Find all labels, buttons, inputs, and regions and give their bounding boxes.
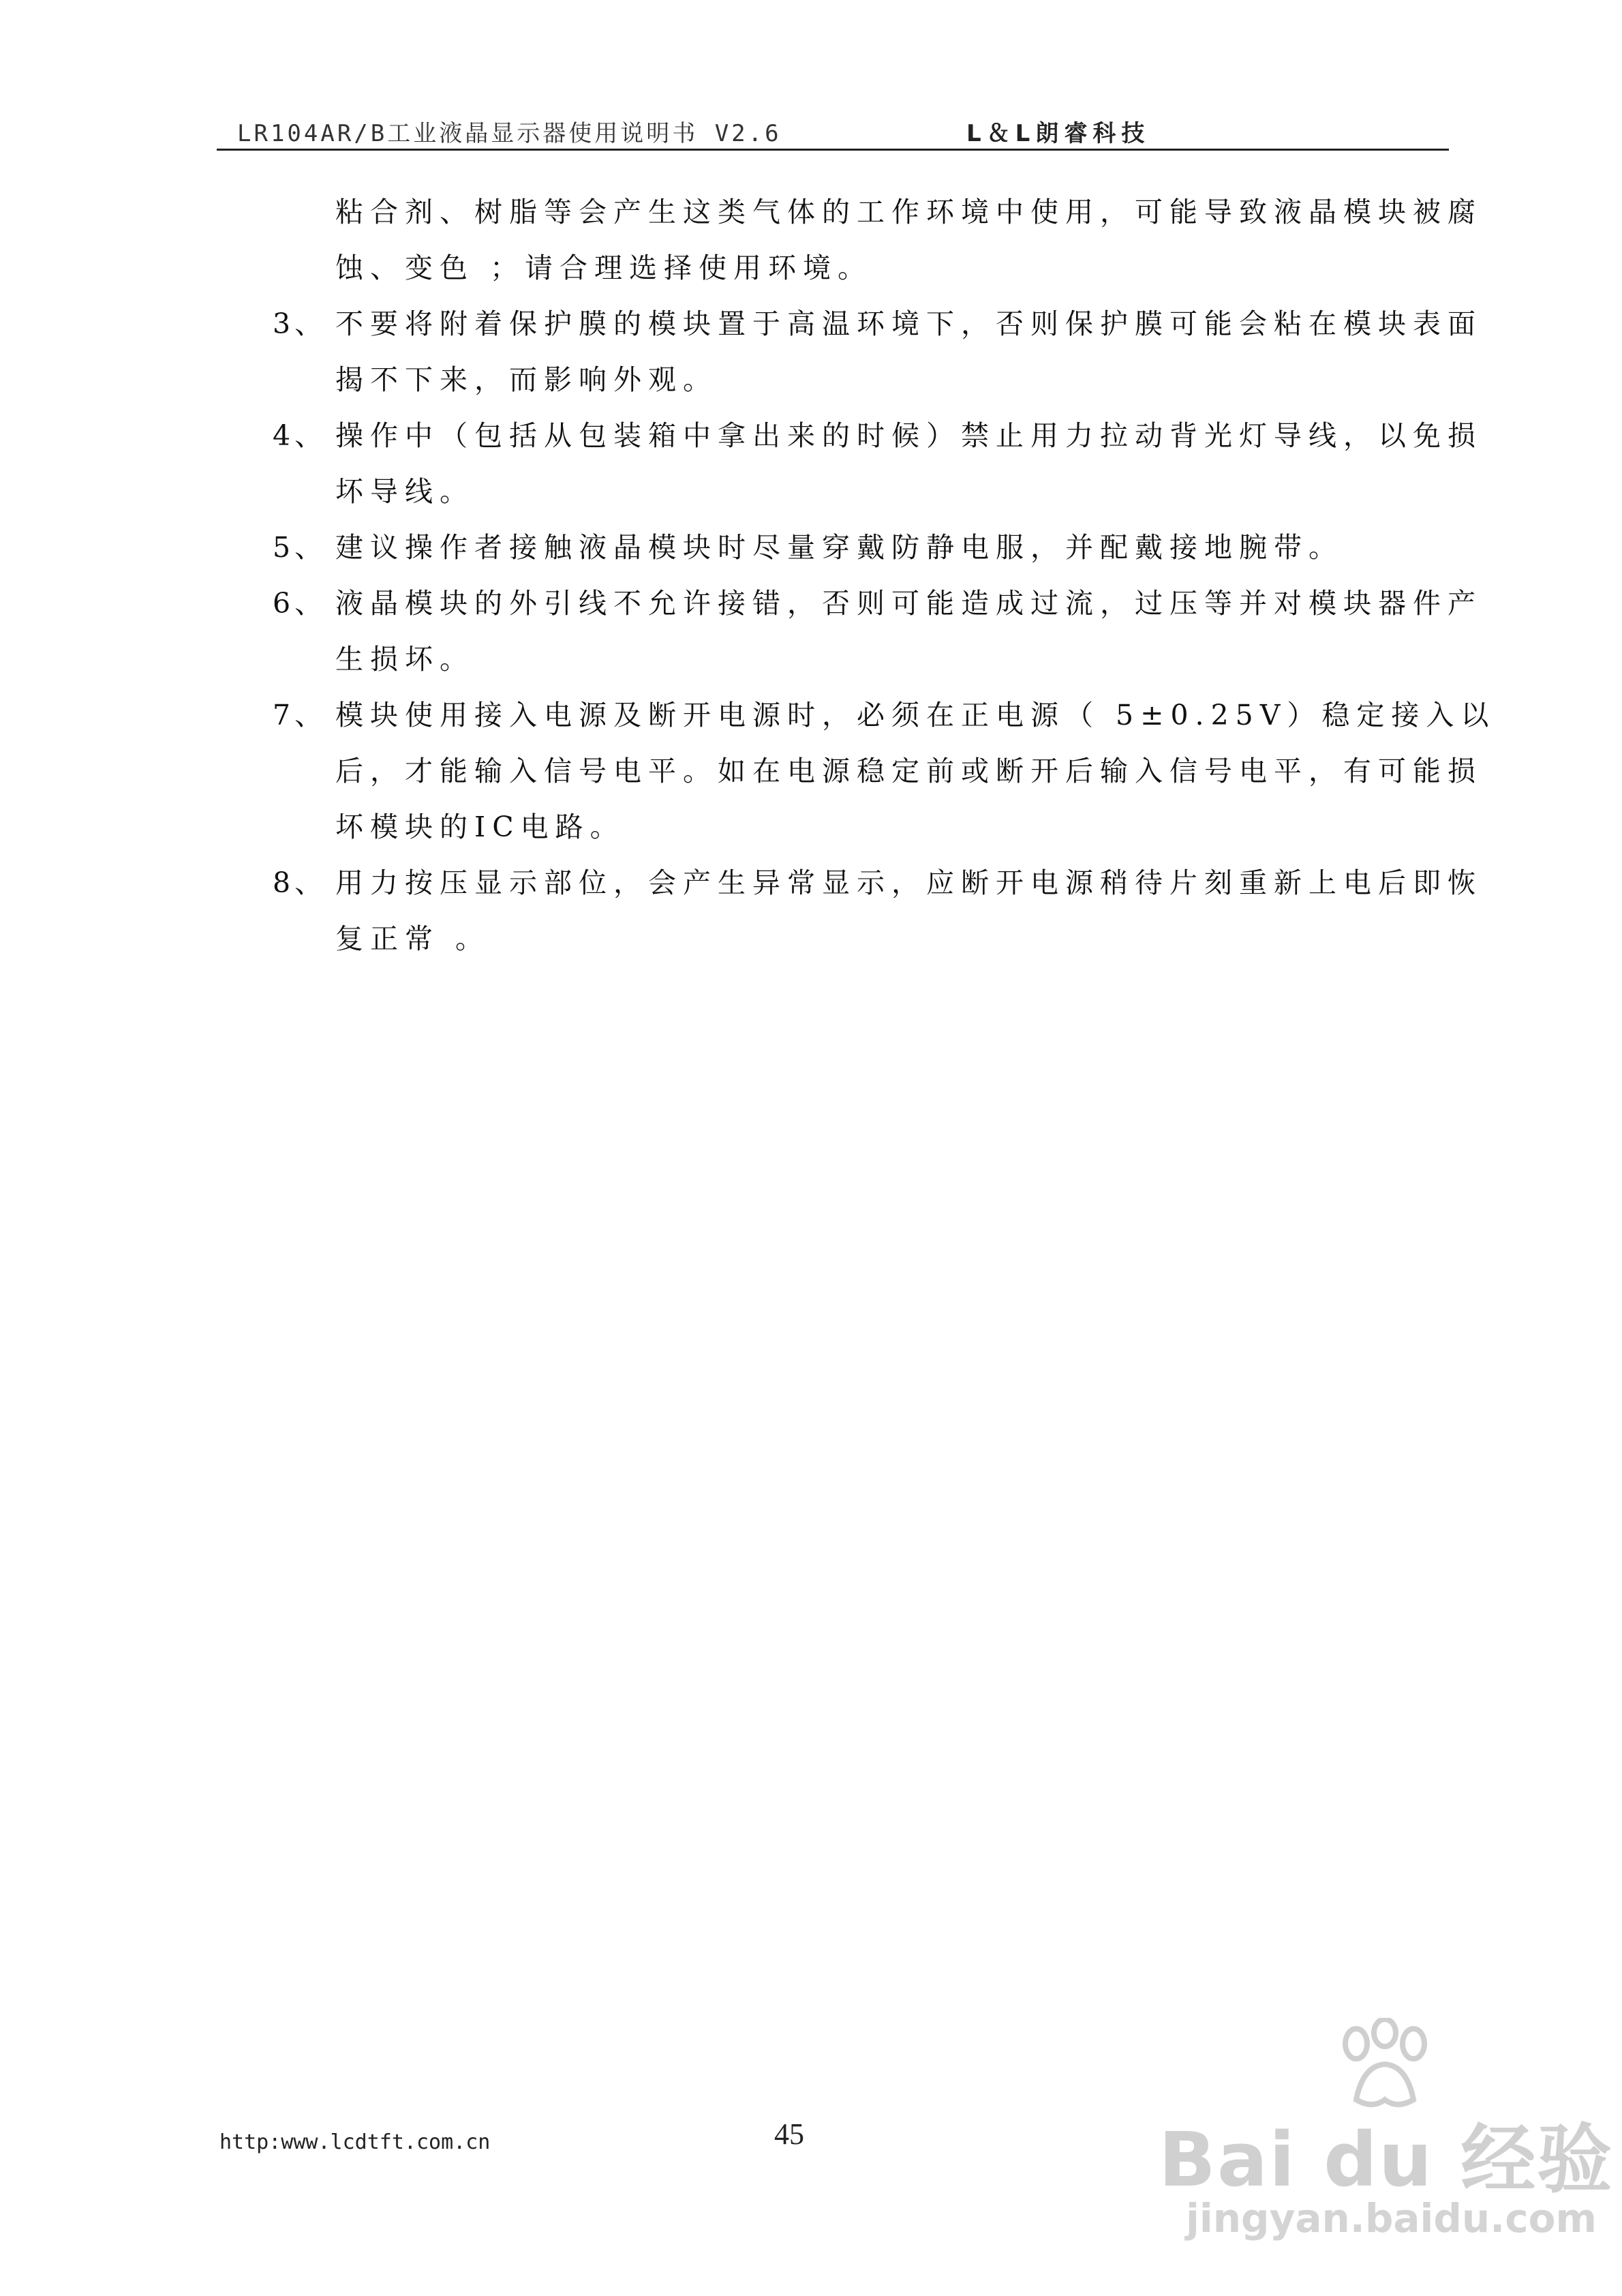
page-header [217,115,1449,151]
text-line: 操作中（包括从包装箱中拿出来的时候）禁止用力拉动背光灯导线，以免损 [335,419,1482,452]
text-line: 坏模块的IC电路。 [335,811,625,843]
list-item-text [335,687,1495,855]
list-item-7 [273,687,1496,855]
text-line: 生损坏。 [335,643,474,676]
text-line: 用力按压显示部位，会产生异常显示，应断开电源稍待片刻重新上电后即恢 [335,866,1482,899]
page-number: 45 [774,2117,804,2151]
list-item-number: 7、 [273,699,327,731]
list-item-3 [273,296,1482,408]
watermark-logo: Bai du 经验 [1159,2116,1614,2203]
text-line: 揭不下来，而影响外观。 [335,363,718,396]
baidu-jingyan-watermark [1159,2018,1614,2263]
text-line: 模块使用接入电源及断开电源时，必须在正电源（ 5±0.25V）稳定接入以 [335,699,1496,731]
list-item-number: 6、 [273,587,327,620]
paw-icon [1329,2018,1438,2113]
intro-line: 粘合剂、树脂等会产生这类气体的工作环境中使用，可能导致液晶模块被腐 [335,196,1482,228]
text-line: 复正常 。 [335,922,491,955]
footer-url: http:www.lcdtft.com.cn [219,2130,491,2154]
text-line: 后，才能输入信号电平。如在电源稳定前或断开后输入信号电平，有可能损 [335,755,1482,787]
text-line: 不要将附着保护膜的模块置于高温环境下，否则保护膜可能会粘在模块表面 [335,307,1482,340]
list-item-text [335,855,1482,967]
document-body [273,184,1496,967]
list-item-text [335,575,1482,687]
list-item-number: 4、 [273,419,327,452]
list-item-number: 5、 [273,531,327,564]
list-item-4 [273,408,1482,519]
list-item-number: 3、 [273,307,327,340]
list-item-text [335,408,1482,519]
list-item-number: 8、 [273,866,327,899]
list-item-text [335,296,1482,408]
list-item-8 [273,855,1482,967]
intro-line: 蚀、变色 ；请合理选择使用环境。 [335,252,873,284]
list-item-6 [273,575,1482,687]
list-item-text [335,519,1458,575]
document-title: LR104AR/B工业液晶显示器使用说明书 V2.6 [237,120,782,147]
text-line: 建议操作者接触液晶模块时尽量穿戴防静电服，并配戴接地腕带。 [335,531,1343,564]
text-line: 液晶模块的外引线不允许接错，否则可能造成过流，过压等并对模块器件产 [335,587,1482,620]
list-item-5 [273,519,1458,575]
watermark-url: jingyan.baidu.com [1186,2195,1597,2241]
company-name: L＆L朗睿科技 [966,120,1150,147]
intro-paragraph [273,184,1482,296]
text-line: 坏导线。 [335,475,474,508]
